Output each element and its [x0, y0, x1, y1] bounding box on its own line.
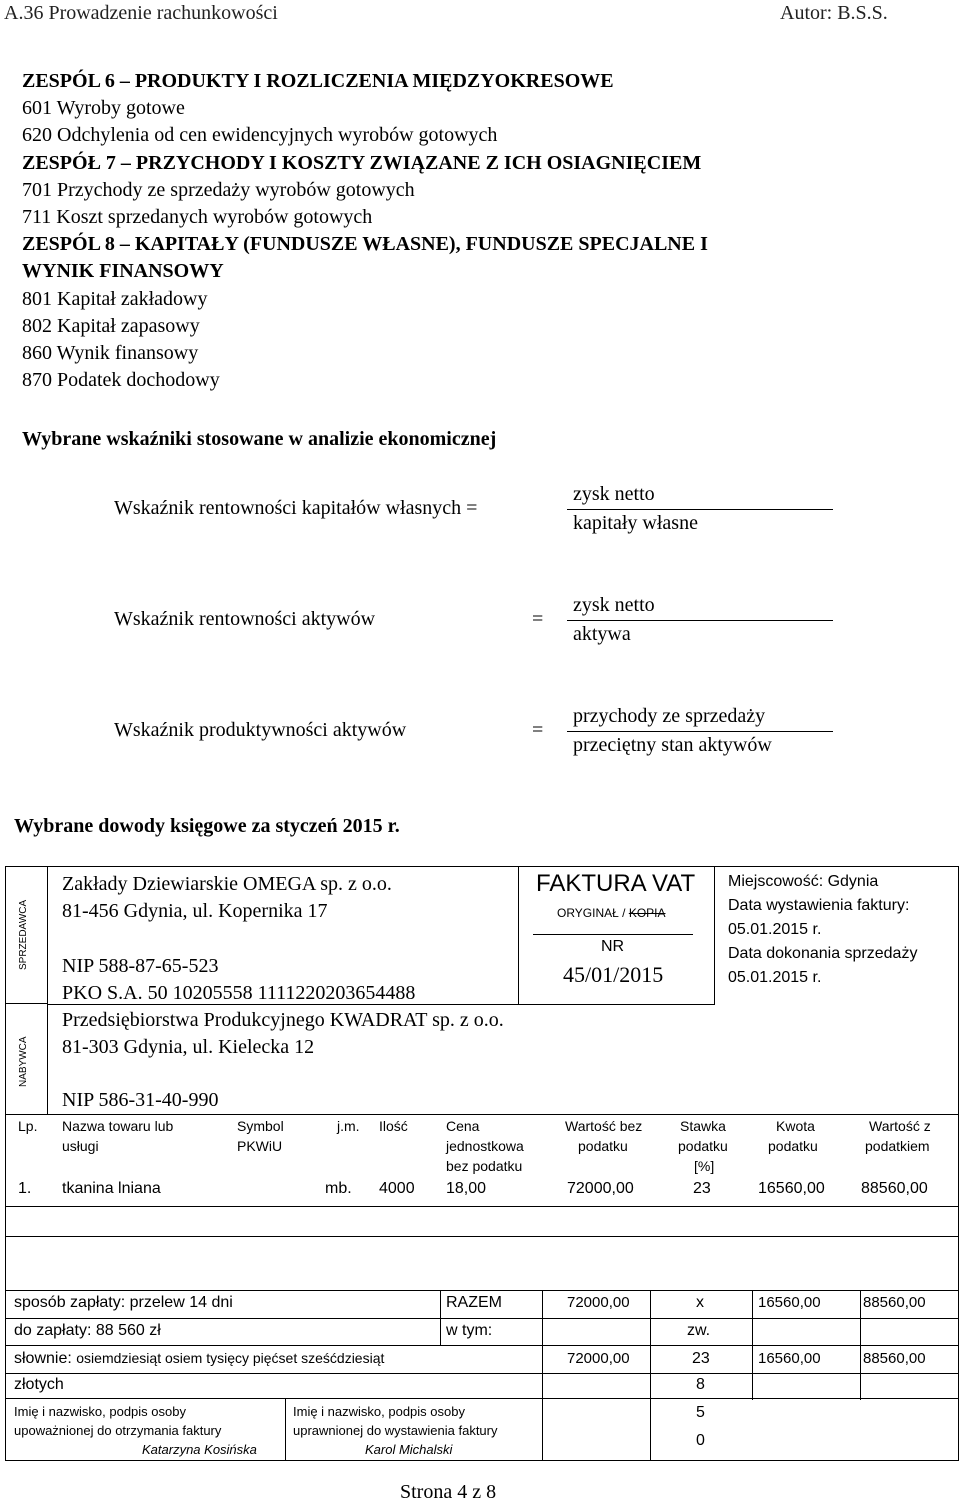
empty-row-line — [5, 1236, 959, 1237]
summary-line-2 — [5, 1345, 959, 1346]
item-tax: 16560,00 — [758, 1180, 825, 1197]
sale-date: 05.01.2015 r. — [728, 969, 822, 986]
col-net-2: podatku — [578, 1138, 628, 1154]
invoice-nr-label: NR — [601, 938, 625, 955]
account-line: 870 Podatek dochodowy — [22, 369, 220, 392]
role-column-divider — [47, 866, 48, 1114]
col-jm: j.m. — [337, 1118, 360, 1134]
receiver-label-1: Imię i nazwisko, podpis osoby — [14, 1404, 186, 1419]
col-qty: Ilość — [379, 1118, 408, 1134]
summary-line-3 — [5, 1373, 959, 1374]
total-tax: 16560,00 — [758, 1294, 821, 1311]
indicator-2-numerator: zysk netto — [573, 594, 655, 616]
words-label: słownie: — [14, 1350, 72, 1367]
issuer-name: Karol Michalski — [365, 1442, 453, 1457]
indicator-3-label: Wskaźnik produktywności aktywów — [114, 719, 407, 741]
indicator-3-numerator: przychody ze sprzedaży — [573, 705, 766, 727]
account-line: 711 Koszt sprzedanych wyrobów gotowych — [22, 206, 373, 229]
in-that-label: w tym: — [446, 1322, 493, 1339]
row-bottom-line — [5, 1206, 959, 1207]
amount-due: do zapłaty: 88 560 zł — [14, 1322, 161, 1339]
indicator-2-denominator: aktywa — [573, 623, 631, 645]
item-rate: 23 — [693, 1180, 711, 1197]
page-footer: Strona 4 z 8 — [400, 1481, 497, 1503]
inv-top-border — [5, 866, 959, 867]
indicator-1-fraction-line — [567, 509, 833, 510]
seller-bottom-line — [48, 1004, 715, 1005]
signature-divider — [285, 1398, 286, 1460]
account-line: 802 Kapitał zapasowy — [22, 314, 200, 337]
exempt-label: zw. — [687, 1322, 711, 1339]
copy-label: KOPIA — [628, 906, 666, 920]
words-text: osiemdziesiąt osiem tysięcy pięćset sześćdziesiąt — [76, 1350, 385, 1366]
issuer-label-2: uprawnionej do wystawienia faktury — [293, 1423, 498, 1438]
summary-vline-b — [542, 1290, 543, 1460]
account-line: WYNIK FINANSOWY — [22, 260, 224, 283]
col-rate-1: Stawka — [680, 1118, 726, 1134]
rate23-tax: 16560,00 — [758, 1350, 821, 1367]
summary-vline-a — [440, 1290, 441, 1346]
payment-method: sposób zapłaty: przelew 14 dni — [14, 1294, 233, 1311]
total-rate: x — [696, 1294, 704, 1311]
col-tax-2: podatku — [768, 1138, 818, 1154]
buyer-role-label: NABYWCA — [18, 1036, 29, 1087]
amount-in-words — [14, 1350, 384, 1368]
page-header-left: A.36 Prowadzenie rachunkowości — [4, 2, 278, 24]
account-line: ZESPÓL 8 – KAPITAŁY (FUNDUSZE WŁASNE), FUNDUSZE SPECJALNE I — [22, 233, 708, 256]
page-header-right: Autor: B.S.S. — [780, 2, 888, 24]
buyer-nip: NIP 586-31-40-990 — [62, 1089, 219, 1111]
rate23-rate: 23 — [692, 1350, 710, 1367]
account-line: 701 Przychody ze sprzedaży wyrobów gotowych — [22, 178, 415, 201]
item-qty: 4000 — [379, 1180, 415, 1197]
col-price-3: bez podatku — [446, 1158, 523, 1174]
indicator-3-fraction-line — [567, 731, 833, 732]
title-box-left — [518, 866, 519, 1004]
item-gross: 88560,00 — [861, 1180, 928, 1197]
item-name: tkanina lniana — [62, 1180, 161, 1197]
account-line: 801 Kapitał zakładowy — [22, 287, 208, 310]
col-name-2: usługi — [62, 1138, 99, 1154]
amount-in-words-cont: złotych — [14, 1376, 64, 1393]
invoice-number: 45/01/2015 — [563, 962, 664, 987]
inv-left-border — [5, 866, 6, 1461]
original-label: ORYGINAŁ / — [557, 906, 629, 920]
buyer-name: Przedsiębiorstwa Produkcyjnego KWADRAT sp. z o.o. — [62, 1009, 504, 1031]
seller-nip: NIP 588-87-65-523 — [62, 955, 219, 977]
indicator-3-denominator: przeciętny stan aktywów — [573, 734, 772, 756]
item-price: 18,00 — [446, 1180, 487, 1197]
account-line: 601 Wyroby gotowe — [22, 97, 185, 120]
buyer-bottom-line — [5, 1114, 959, 1115]
rate5-label: 5 — [696, 1404, 705, 1421]
indicator-2-equals: = — [532, 608, 544, 630]
summary-line-4 — [5, 1398, 959, 1399]
inv-bottom-border — [5, 1460, 959, 1461]
account-line: 860 Wynik finansowy — [22, 342, 199, 365]
role-divider — [5, 1003, 47, 1004]
total-gross: 88560,00 — [863, 1294, 926, 1311]
rate23-net: 72000,00 — [567, 1350, 630, 1367]
account-line: ZESPÓL 6 – PRODUKTY I ROZLICZENIA MIĘDZYOKRESOWE — [22, 70, 614, 92]
seller-address: 81-456 Gdynia, ul. Kopernika 17 — [62, 900, 328, 922]
col-net-1: Wartość bez — [565, 1118, 643, 1134]
indicator-2-label: Wskaźnik rentowności aktywów — [114, 608, 376, 630]
rate8-label: 8 — [696, 1376, 705, 1393]
issue-date: 05.01.2015 r. — [728, 921, 822, 938]
indicators-heading: Wybrane wskaźniki stosowane w analizie ekonomicznej — [22, 428, 497, 450]
account-line: 620 Odchylenia od cen ewidencyjnych wyrobów gotowych — [22, 124, 498, 147]
col-symbol-1: Symbol — [237, 1118, 284, 1134]
issue-date-label: Data wystawienia faktury: — [728, 897, 910, 914]
account-list — [22, 68, 708, 394]
col-gross-1: Wartość z — [869, 1118, 931, 1134]
receiver-label-2: upoważnionej do otrzymania faktury — [14, 1423, 222, 1438]
col-price-1: Cena — [446, 1118, 480, 1134]
invoice-title: FAKTURA VAT — [536, 870, 696, 897]
receiver-name: Katarzyna Kosińska — [142, 1442, 257, 1457]
indicator-3-equals: = — [532, 719, 544, 741]
item-jm: mb. — [325, 1180, 352, 1197]
item-net: 72000,00 — [567, 1180, 634, 1197]
col-tax-1: Kwota — [776, 1118, 815, 1134]
summary-line-1 — [5, 1318, 959, 1319]
original-copy-label — [557, 906, 666, 920]
title-separator — [533, 934, 693, 935]
summary-vline-d — [752, 1290, 753, 1400]
total-label: RAZEM — [446, 1294, 502, 1311]
col-name-1: Nazwa towaru lub — [62, 1118, 174, 1134]
account-line: ZESPÓŁ 7 – PRZYCHODY I KOSZTY ZWIĄZANE Z ICH OSIAGNIĘCIEM — [22, 151, 702, 174]
col-lp: Lp. — [18, 1118, 38, 1134]
rate0-label: 0 — [696, 1432, 705, 1449]
title-box-right — [714, 866, 715, 1004]
indicator-1-denominator: kapitały własne — [573, 512, 698, 534]
indicator-1-label: Wskaźnik rentowności kapitałów własnych = — [114, 497, 478, 519]
indicator-2-fraction-line — [567, 620, 833, 621]
item-lp: 1. — [18, 1180, 32, 1197]
inv-right-border — [958, 866, 959, 1461]
col-symbol-2: PKWiU — [237, 1138, 283, 1154]
total-net: 72000,00 — [567, 1294, 630, 1311]
seller-role-label: SPRZEDAWCA — [18, 899, 29, 970]
summary-vline-c — [650, 1290, 651, 1460]
summary-top-line — [5, 1290, 959, 1291]
col-gross-2: podatkiem — [865, 1138, 930, 1154]
buyer-address: 81-303 Gdynia, ul. Kielecka 12 — [62, 1036, 315, 1058]
col-rate-2: podatku — [678, 1138, 728, 1154]
seller-bank: PKO S.A. 50 10205558 1111220203654488 — [62, 982, 416, 1004]
indicator-1-numerator: zysk netto — [573, 483, 655, 505]
place-label: Miejscowość: Gdynia — [728, 873, 879, 890]
seller-name: Zakłady Dziewiarskie OMEGA sp. z o.o. — [62, 873, 392, 895]
documents-heading: Wybrane dowody księgowe za styczeń 2015 r. — [14, 815, 400, 837]
issuer-label-1: Imię i nazwisko, podpis osoby — [293, 1404, 465, 1419]
col-rate-3: [%] — [694, 1158, 715, 1174]
sale-date-label: Data dokonania sprzedaży — [728, 945, 918, 962]
rate23-gross: 88560,00 — [863, 1350, 926, 1367]
summary-vline-e — [860, 1290, 861, 1400]
col-price-2: jednostkowa — [446, 1138, 524, 1154]
